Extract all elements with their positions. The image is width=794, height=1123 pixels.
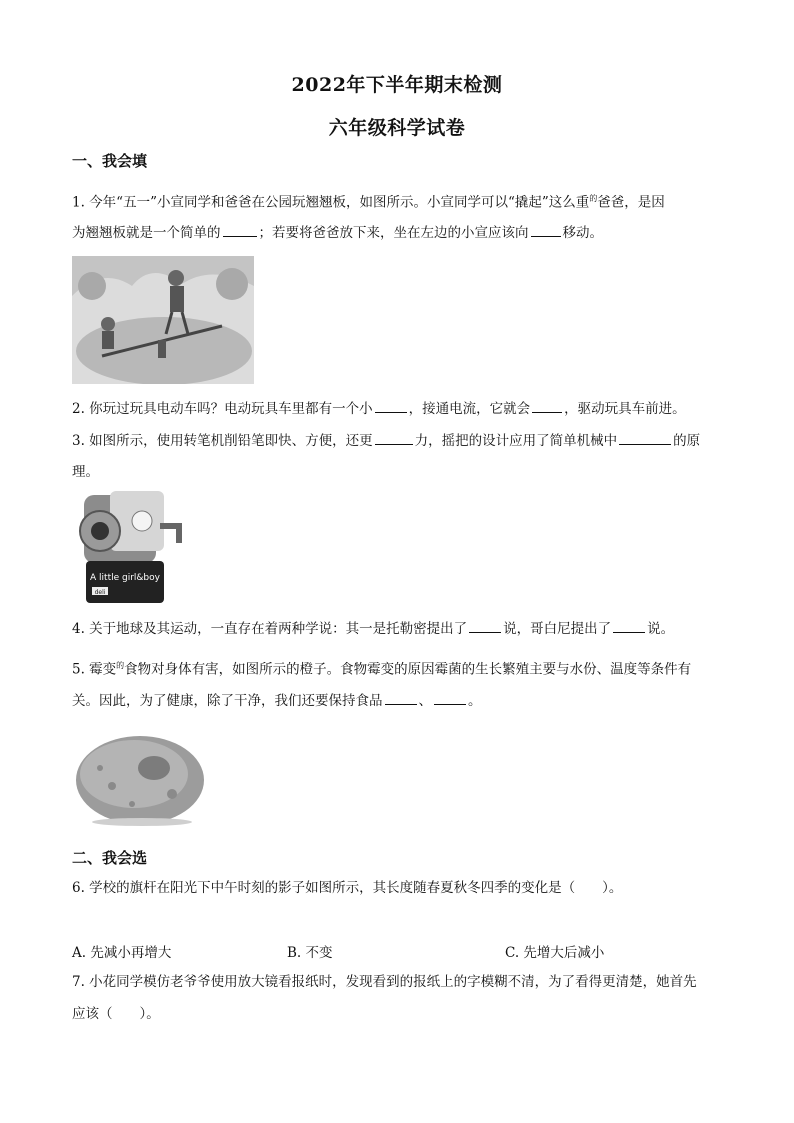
question-1-text: 为翘翘板就是一个简单的 [72, 225, 221, 241]
question-5-line-1 [72, 656, 722, 680]
question-7-line-2: 应该（ ）。 [72, 1006, 160, 1022]
question-1-line-2 [72, 222, 722, 243]
answer-blank[interactable] [434, 690, 466, 705]
seesaw-illustration [72, 256, 254, 384]
question-5-text: 食物对身体有害，如图所示的橙子。食物霉变的原因霉菌的生长繁殖主要与水份、温度等条件有 [124, 661, 692, 678]
question-5-text: 关。因此，为了健康，除了干净，我们还要保持食品 [72, 693, 383, 709]
exam-title: 2022年下半年期末检测 [291, 74, 503, 96]
question-3-text: 3. 如图所示，使用转笔机削铅笔即快、方便，还更 [72, 433, 373, 449]
answer-blank[interactable] [375, 430, 413, 445]
answer-blank[interactable] [223, 222, 257, 237]
option-b[interactable]: B. 不变 [287, 945, 333, 961]
answer-blank[interactable] [532, 398, 562, 413]
question-1-line-1 [72, 189, 722, 213]
superscript-char: 的 [116, 661, 125, 670]
question-5-text: 、 [418, 693, 432, 709]
option-a[interactable]: A. 先减小再增大 [72, 945, 172, 961]
answer-blank[interactable] [619, 430, 671, 445]
question-2 [72, 398, 722, 419]
question-5-text: 5. 霉变 [72, 661, 117, 678]
question-3-line-1 [72, 430, 722, 451]
question-2-text: ，驱动玩具车前进。 [564, 401, 686, 417]
question-1-text: 1. 今年“五一”小宣同学和爸爸在公园玩翘翘板，如图所示。小宣同学可以“撬起”这么重 [72, 194, 590, 211]
answer-blank[interactable] [613, 618, 645, 633]
answer-blank[interactable] [375, 398, 407, 413]
question-3-text: 力，摇把的设计应用了简单机械中 [414, 433, 618, 449]
question-7-line-1: 7. 小花同学模仿老爷爷使用放大镜看报纸时，发现看到的报纸上的字模糊不清，为了看得更清楚，她首先 [72, 974, 697, 990]
exam-subtitle: 六年级科学试卷 [328, 117, 466, 139]
question-5-text: 。 [468, 693, 482, 709]
section-heading-choose: 二、我会选 [72, 849, 148, 867]
sharpener-brand: deli [94, 589, 106, 596]
question-4 [72, 618, 722, 639]
question-6-stem: 6. 学校的旗杆在阳光下中午时刻的影子如图所示，其长度随春夏秋冬四季的变化是（ ）。 [72, 880, 623, 896]
sharpener-label: A little girl&boy [90, 573, 160, 583]
moldy-orange-photo [72, 724, 206, 830]
question-5-line-2 [72, 690, 722, 711]
question-4-text: 说，哥白尼提出了 [503, 621, 612, 637]
question-3-line-2: 理。 [72, 464, 99, 480]
question-2-text: 2. 你玩过玩具电动车吗？电动玩具车里都有一个小 [72, 401, 373, 417]
question-3-text: 的原 [673, 433, 701, 449]
answer-blank[interactable] [385, 690, 417, 705]
question-4-text: 4. 关于地球及其运动，一直存在着两种学说：其一是托勒密提出了 [72, 621, 468, 637]
section-heading-fill: 一、我会填 [72, 152, 148, 170]
superscript-char: 的 [589, 194, 598, 203]
question-1-text: 爸爸，是因 [597, 194, 665, 211]
question-4-text: 说。 [647, 621, 675, 637]
option-c[interactable]: C. 先增大后减小 [505, 945, 605, 961]
answer-blank[interactable] [531, 222, 561, 237]
question-1-text: ；若要将爸爸放下来，坐在左边的小宣应该向 [258, 225, 529, 241]
question-1-text: 移动。 [562, 225, 603, 241]
question-2-text: ，接通电流，它就会 [408, 401, 531, 417]
pencil-sharpener-photo [70, 487, 190, 607]
answer-blank[interactable] [469, 618, 501, 633]
